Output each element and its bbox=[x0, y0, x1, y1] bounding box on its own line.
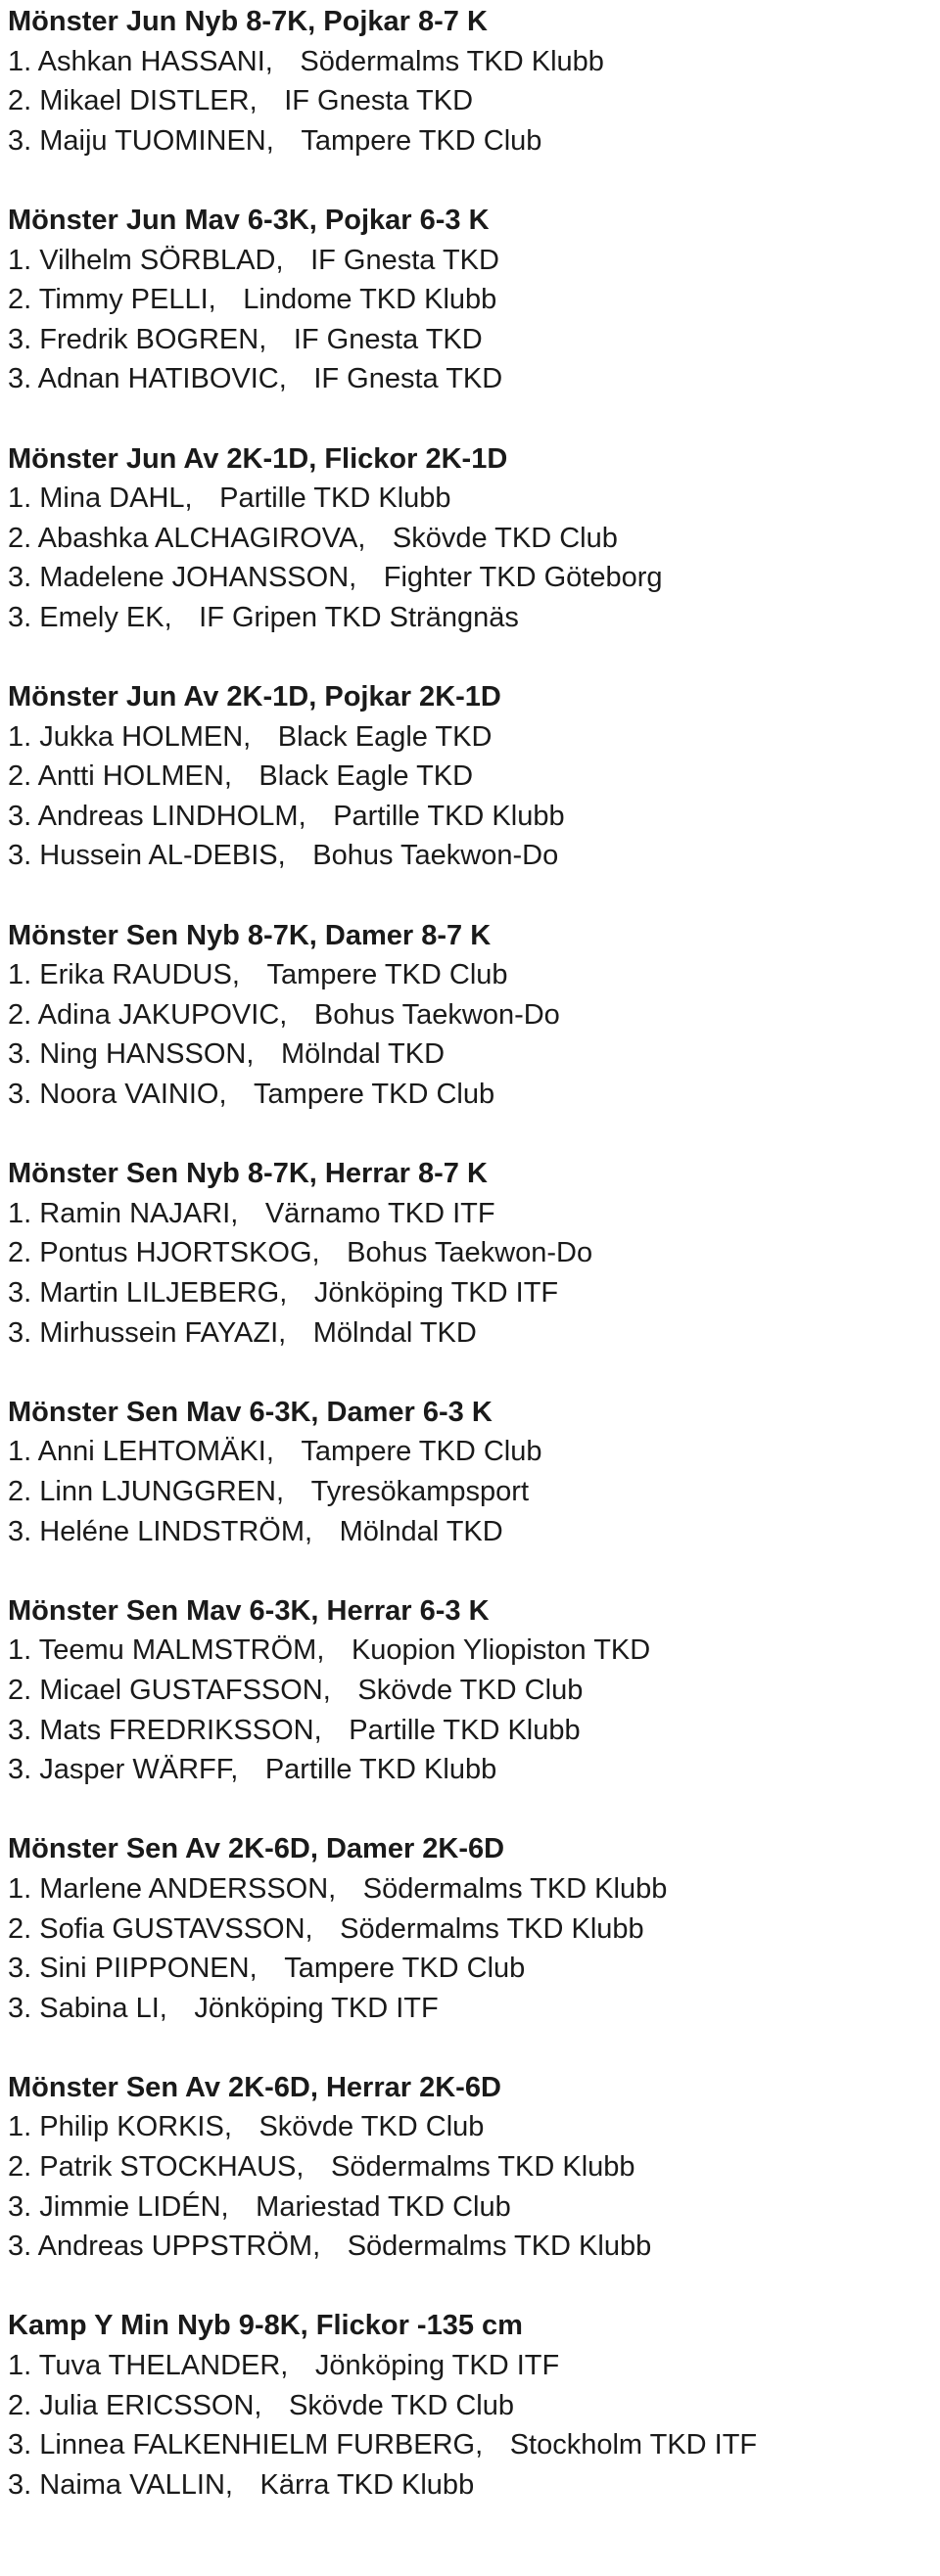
section-spacer bbox=[8, 1790, 933, 1830]
placement-number: 3. bbox=[8, 1953, 32, 1985]
result-section bbox=[8, 2306, 933, 2505]
section-spacer bbox=[8, 161, 933, 201]
club-name: Kärra TKD Klubb bbox=[259, 2468, 475, 2501]
competitor-name: Sabina LI, bbox=[39, 1992, 167, 2024]
club-name: Lindome TKD Klubb bbox=[243, 284, 497, 316]
result-entry bbox=[8, 1035, 933, 1075]
placement-number: 1. bbox=[8, 1634, 32, 1667]
club-name: Södermalms TKD Klubb bbox=[347, 2231, 652, 2263]
result-entry bbox=[8, 1075, 933, 1115]
club-name: Jönköping TKD ITF bbox=[314, 2350, 560, 2382]
club-name: Bohus Taekwon-Do bbox=[312, 840, 559, 872]
placement-number: 2. bbox=[8, 284, 32, 316]
club-name: Södermalms TKD Klubb bbox=[340, 1912, 644, 1945]
competitor-name: Sini PIIPPONEN, bbox=[39, 1953, 258, 1985]
club-name: Skövde TKD Club bbox=[289, 2389, 514, 2421]
club-name: Mölndal TKD bbox=[339, 1515, 503, 1547]
placement-number: 3. bbox=[8, 2429, 32, 2461]
competitor-name: Emely EK, bbox=[39, 601, 172, 633]
result-entry bbox=[8, 1432, 933, 1472]
placement-number: 3. bbox=[8, 1515, 32, 1547]
result-entry bbox=[8, 757, 933, 797]
competitor-name: Jukka HOLMEN, bbox=[39, 720, 252, 753]
section-spacer bbox=[8, 399, 933, 439]
placement-number: 3. bbox=[8, 2231, 32, 2263]
result-entry bbox=[8, 280, 933, 320]
club-name: Partille TKD Klubb bbox=[333, 800, 565, 832]
section-heading: Mönster Sen Nyb 8-7K, Herrar 8-7 K bbox=[8, 1158, 488, 1190]
result-entry bbox=[8, 81, 933, 121]
section-heading: Mönster Sen Mav 6-3K, Herrar 6-3 K bbox=[8, 1594, 490, 1627]
result-entry bbox=[8, 2465, 933, 2506]
placement-number: 2. bbox=[8, 2151, 32, 2184]
section-heading: Mönster Jun Av 2K-1D, Pojkar 2K-1D bbox=[8, 681, 501, 713]
result-entry bbox=[8, 241, 933, 281]
club-name: Jönköping TKD ITF bbox=[194, 1992, 439, 2024]
club-name: Jönköping TKD ITF bbox=[313, 1277, 559, 1309]
result-entry bbox=[8, 121, 933, 161]
competitor-name: Adina JAKUPOVIC, bbox=[37, 998, 288, 1031]
club-name: Skövde TKD Club bbox=[357, 1674, 584, 1706]
competitor-name: Teemu MALMSTRÖM, bbox=[38, 1634, 325, 1667]
competitor-name: Hussein AL-DEBIS, bbox=[39, 840, 286, 872]
club-name: Skövde TKD Club bbox=[392, 522, 618, 554]
result-section bbox=[8, 677, 933, 916]
club-name: IF Gripen TKD Strängnäs bbox=[199, 601, 519, 633]
result-entry bbox=[8, 42, 933, 82]
competitor-name: Linnea FALKENHIELM FURBERG, bbox=[39, 2429, 484, 2461]
placement-number: 2. bbox=[8, 760, 32, 793]
result-section bbox=[8, 201, 933, 439]
result-entry bbox=[8, 2386, 933, 2426]
placement-number: 1. bbox=[8, 483, 32, 515]
competitor-name: Anni LEHTOMÄKI, bbox=[37, 1436, 274, 1468]
section-heading: Mönster Jun Mav 6-3K, Pojkar 6-3 K bbox=[8, 204, 490, 236]
competitor-name: Madelene JOHANSSON, bbox=[39, 562, 357, 594]
placement-number: 3. bbox=[8, 1754, 32, 1786]
placement-number: 1. bbox=[8, 2111, 32, 2143]
result-section bbox=[8, 2, 933, 201]
club-name: Stockholm TKD ITF bbox=[509, 2429, 758, 2461]
result-entry bbox=[8, 1313, 933, 1354]
club-name: Södermalms TKD Klubb bbox=[300, 45, 604, 77]
result-entry bbox=[8, 558, 933, 598]
club-name: Tampere TKD Club bbox=[266, 959, 508, 991]
result-entry bbox=[8, 1989, 933, 2029]
result-entry bbox=[8, 2346, 933, 2386]
placement-number: 3. bbox=[8, 1316, 32, 1349]
result-entry bbox=[8, 1750, 933, 1790]
result-entry bbox=[8, 797, 933, 837]
competitor-name: Linn LJUNGGREN, bbox=[39, 1475, 285, 1507]
section-heading: Mönster Sen Nyb 8-7K, Damer 8-7 K bbox=[8, 919, 492, 951]
competitor-name: Patrik STOCKHAUS, bbox=[39, 2151, 305, 2184]
club-name: Partille TKD Klubb bbox=[219, 483, 451, 515]
competitor-name: Micael GUSTAFSSON, bbox=[39, 1674, 331, 1706]
club-name: IF Gnesta TKD bbox=[313, 363, 503, 395]
section-heading: Kamp Y Min Nyb 9-8K, Flickor -135 cm bbox=[8, 2310, 523, 2342]
club-name: Partille TKD Klubb bbox=[264, 1754, 497, 1786]
section-spacer bbox=[8, 1353, 933, 1393]
result-section bbox=[8, 916, 933, 1155]
result-section bbox=[8, 2068, 933, 2307]
result-entry bbox=[8, 479, 933, 519]
result-entry bbox=[8, 995, 933, 1035]
placement-number: 2. bbox=[8, 85, 32, 117]
placement-number: 3. bbox=[8, 1038, 32, 1071]
placement-number: 3. bbox=[8, 124, 32, 157]
placement-number: 2. bbox=[8, 1674, 32, 1706]
club-name: Partille TKD Klubb bbox=[349, 1714, 581, 1746]
competitor-name: Noora VAINIO, bbox=[39, 1079, 227, 1111]
competitor-name: Mikael DISTLER, bbox=[39, 85, 258, 117]
result-entry bbox=[8, 598, 933, 638]
placement-number: 1. bbox=[8, 45, 32, 77]
competitor-name: Philip KORKIS, bbox=[39, 2111, 232, 2143]
club-name: IF Gnesta TKD bbox=[310, 244, 499, 276]
placement-number: 3. bbox=[8, 1992, 32, 2024]
result-section bbox=[8, 1154, 933, 1393]
result-entry bbox=[8, 519, 933, 559]
club-name: Black Eagle TKD bbox=[258, 760, 474, 793]
result-entry bbox=[8, 2425, 933, 2465]
club-name: Fighter TKD Göteborg bbox=[383, 562, 663, 594]
result-entry bbox=[8, 320, 933, 360]
placement-number: 2. bbox=[8, 1475, 32, 1507]
competitor-name: Mina DAHL, bbox=[39, 483, 193, 515]
competitor-name: Jasper WÄRFF, bbox=[39, 1754, 239, 1786]
competitor-name: Pontus HJORTSKOG, bbox=[39, 1237, 320, 1269]
club-name: Black Eagle TKD bbox=[277, 720, 493, 753]
competitor-name: Sofia GUSTAVSSON, bbox=[39, 1912, 313, 1945]
club-name: IF Gnesta TKD bbox=[284, 85, 474, 117]
placement-number: 3. bbox=[8, 363, 32, 395]
placement-number: 1. bbox=[8, 959, 32, 991]
placement-number: 3. bbox=[8, 1714, 32, 1746]
competitor-name: Maiju TUOMINEN, bbox=[39, 124, 274, 157]
result-entry bbox=[8, 1194, 933, 1234]
placement-number: 1. bbox=[8, 244, 32, 276]
competitor-name: Jimmie LIDÉN, bbox=[39, 2190, 229, 2223]
result-section bbox=[8, 1829, 933, 2068]
section-heading: Mönster Jun Av 2K-1D, Flickor 2K-1D bbox=[8, 442, 508, 475]
competitor-name: Fredrik BOGREN, bbox=[39, 323, 267, 355]
placement-number: 3. bbox=[8, 840, 32, 872]
placement-number: 1. bbox=[8, 1872, 32, 1905]
club-name: Värnamo TKD ITF bbox=[264, 1197, 495, 1229]
competitor-name: Timmy PELLI, bbox=[38, 284, 216, 316]
results-document bbox=[8, 2, 933, 2505]
result-entry bbox=[8, 1909, 933, 1950]
competitor-name: Andreas UPPSTRÖM, bbox=[37, 2231, 321, 2263]
result-entry bbox=[8, 955, 933, 995]
section-spacer bbox=[8, 638, 933, 678]
result-entry bbox=[8, 2227, 933, 2267]
result-entry bbox=[8, 1869, 933, 1909]
result-entry bbox=[8, 1472, 933, 1512]
club-name: Bohus Taekwon-Do bbox=[313, 998, 560, 1031]
placement-number: 2. bbox=[8, 998, 32, 1031]
club-name: Södermalms TKD Klubb bbox=[331, 2151, 635, 2184]
club-name: Södermalms TKD Klubb bbox=[362, 1872, 668, 1905]
section-heading: Mönster Sen Mav 6-3K, Damer 6-3 K bbox=[8, 1396, 493, 1428]
club-name: Skövde TKD Club bbox=[258, 2111, 485, 2143]
competitor-name: Naima VALLIN, bbox=[39, 2468, 233, 2501]
competitor-name: Mirhussein FAYAZI, bbox=[39, 1316, 287, 1349]
competitor-name: Marlene ANDERSSON, bbox=[39, 1872, 337, 1905]
club-name: Tampere TKD Club bbox=[301, 1436, 542, 1468]
competitor-name: Abashka ALCHAGIROVA, bbox=[37, 522, 366, 554]
result-section bbox=[8, 1591, 933, 1830]
club-name: Tampere TKD Club bbox=[284, 1953, 526, 1985]
placement-number: 2. bbox=[8, 1912, 32, 1945]
competitor-name: Julia ERICSSON, bbox=[39, 2389, 262, 2421]
result-entry bbox=[8, 1711, 933, 1751]
placement-number: 1. bbox=[8, 720, 32, 753]
competitor-name: Antti HOLMEN, bbox=[37, 760, 232, 793]
club-name: Kuopion Yliopiston TKD bbox=[351, 1634, 651, 1667]
competitor-name: Heléne LINDSTRÖM, bbox=[39, 1515, 313, 1547]
placement-number: 2. bbox=[8, 2389, 32, 2421]
competitor-name: Ning HANSSON, bbox=[39, 1038, 255, 1071]
section-heading: Mönster Jun Nyb 8-7K, Pojkar 8-7 K bbox=[8, 6, 488, 37]
club-name: Tampere TKD Club bbox=[254, 1079, 495, 1111]
placement-number: 3. bbox=[8, 562, 32, 594]
competitor-name: Ramin NAJARI, bbox=[39, 1197, 239, 1229]
competitor-name: Adnan HATIBOVIC, bbox=[37, 363, 287, 395]
placement-number: 1. bbox=[8, 2350, 32, 2382]
competitor-name: Martin LILJEBERG, bbox=[39, 1277, 288, 1309]
competitor-name: Vilhelm SÖRBLAD, bbox=[39, 244, 284, 276]
club-name: Mariestad TKD Club bbox=[256, 2190, 511, 2223]
result-entry bbox=[8, 2107, 933, 2147]
competitor-name: Tuva THELANDER, bbox=[38, 2350, 289, 2382]
placement-number: 1. bbox=[8, 1436, 32, 1468]
placement-number: 3. bbox=[8, 1079, 32, 1111]
result-section bbox=[8, 439, 933, 678]
placement-number: 1. bbox=[8, 1197, 32, 1229]
placement-number: 3. bbox=[8, 1277, 32, 1309]
competitor-name: Mats FREDRIKSSON, bbox=[39, 1714, 322, 1746]
placement-number: 3. bbox=[8, 323, 32, 355]
placement-number: 3. bbox=[8, 2190, 32, 2223]
section-spacer bbox=[8, 2267, 933, 2307]
placement-number: 2. bbox=[8, 522, 32, 554]
placement-number: 3. bbox=[8, 601, 32, 633]
section-spacer bbox=[8, 2028, 933, 2068]
competitor-name: Ashkan HASSANI, bbox=[37, 45, 273, 77]
result-entry bbox=[8, 1273, 933, 1313]
result-entry bbox=[8, 1631, 933, 1671]
result-entry bbox=[8, 2187, 933, 2228]
club-name: Tyresökampsport bbox=[310, 1475, 530, 1507]
club-name: Mölndal TKD bbox=[280, 1038, 446, 1071]
club-name: Mölndal TKD bbox=[312, 1316, 477, 1349]
placement-number: 3. bbox=[8, 2468, 32, 2501]
club-name: Bohus Taekwon-Do bbox=[347, 1237, 593, 1269]
competitor-name: Andreas LINDHOLM, bbox=[37, 800, 306, 832]
result-entry bbox=[8, 1233, 933, 1273]
result-section bbox=[8, 1393, 933, 1591]
result-entry bbox=[8, 1512, 933, 1552]
club-name: IF Gnesta TKD bbox=[293, 323, 483, 355]
section-spacer bbox=[8, 1115, 933, 1155]
club-name: Tampere TKD Club bbox=[301, 124, 542, 157]
result-entry bbox=[8, 717, 933, 758]
placement-number: 2. bbox=[8, 1237, 32, 1269]
result-entry bbox=[8, 1671, 933, 1711]
section-heading: Mönster Sen Av 2K-6D, Damer 2K-6D bbox=[8, 1833, 505, 1865]
competitor-name: Erika RAUDUS, bbox=[39, 959, 240, 991]
result-entry bbox=[8, 359, 933, 399]
result-entry bbox=[8, 2147, 933, 2187]
result-entry bbox=[8, 1949, 933, 1989]
section-heading: Mönster Sen Av 2K-6D, Herrar 2K-6D bbox=[8, 2071, 501, 2103]
result-entry bbox=[8, 836, 933, 876]
section-spacer bbox=[8, 1551, 933, 1591]
placement-number: 3. bbox=[8, 800, 32, 832]
section-spacer bbox=[8, 876, 933, 916]
